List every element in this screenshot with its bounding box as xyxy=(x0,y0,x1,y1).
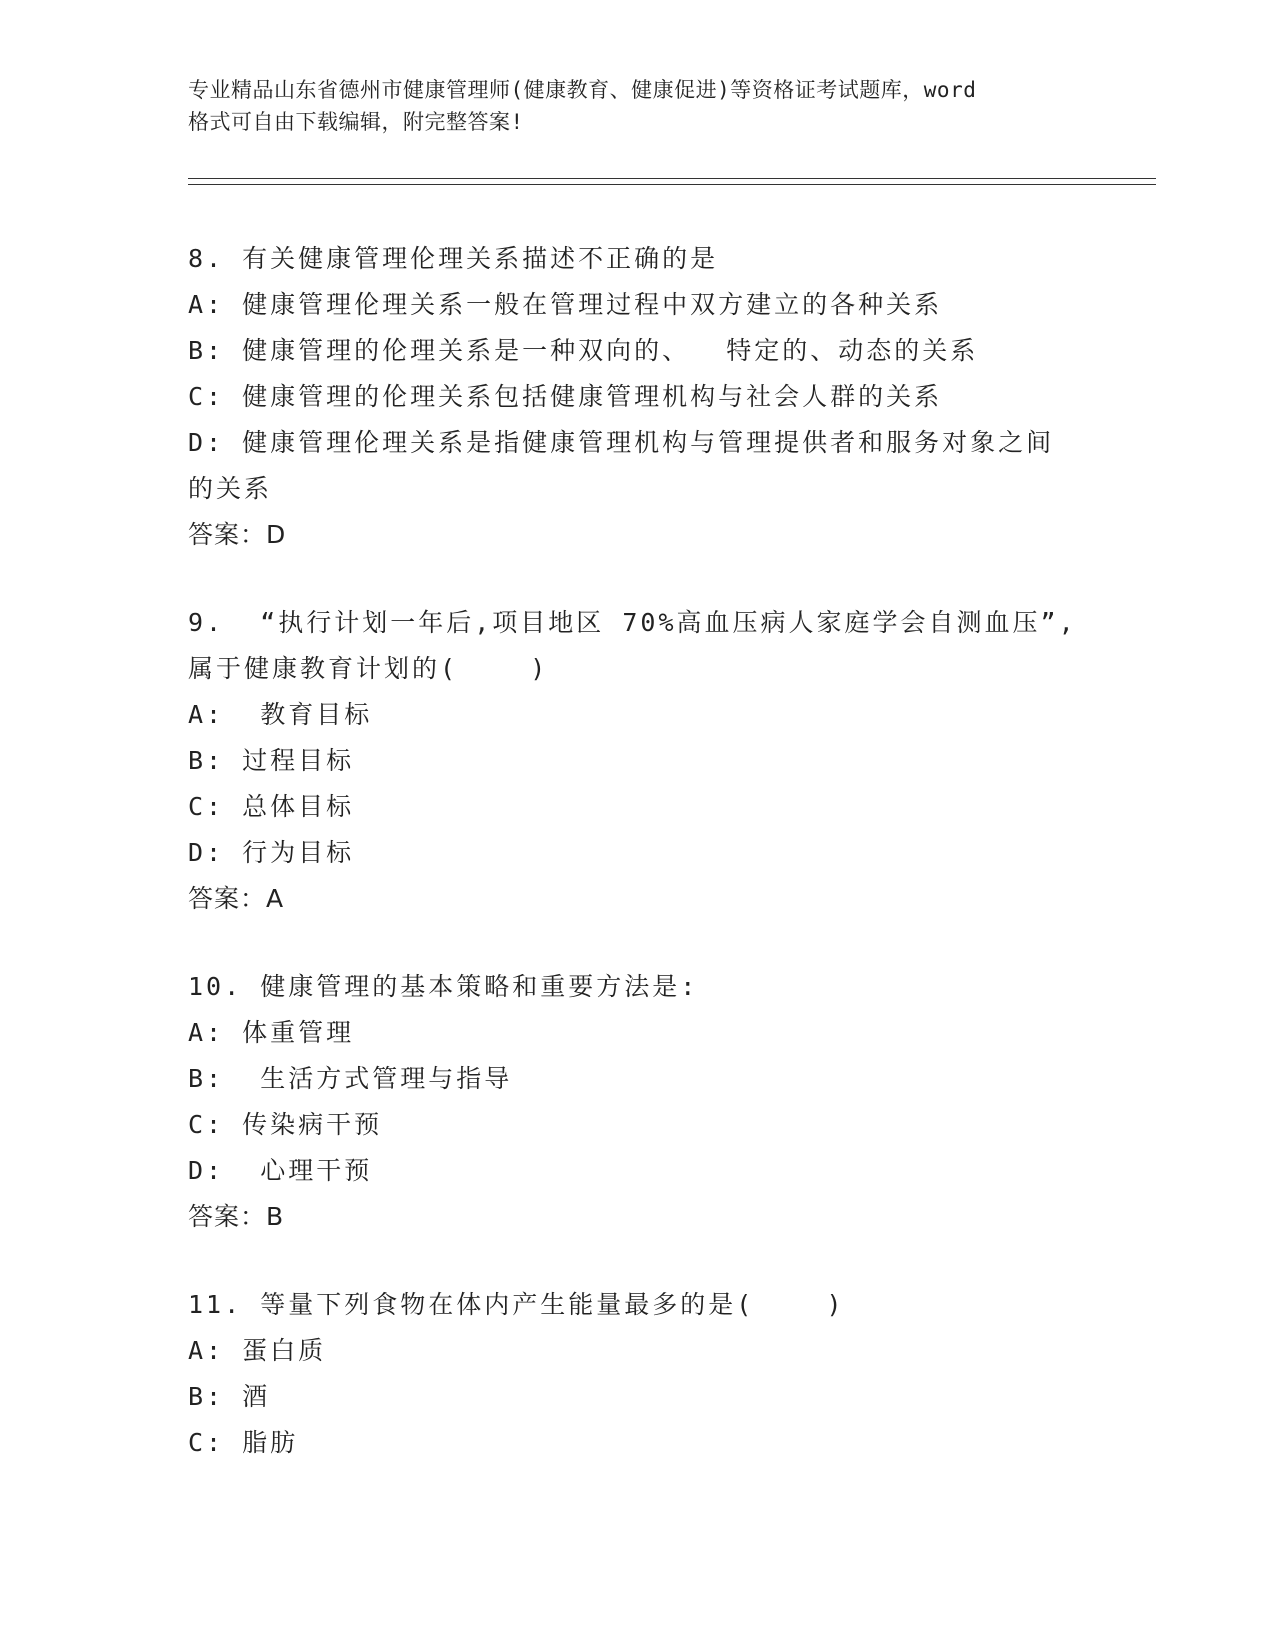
question-11 xyxy=(188,1282,1088,1466)
question-8 xyxy=(188,236,1088,558)
option-b: B: 酒 xyxy=(188,1382,271,1411)
option-a: A: 教育目标 xyxy=(188,700,373,729)
option-d: D: 健康管理伦理关系是指健康管理机构与管理提供者和服务对象之间 xyxy=(188,428,1055,457)
question-stem-continued: 属于健康教育计划的( ) xyxy=(188,654,549,683)
answer: 答案：D xyxy=(188,520,287,549)
header-divider-top xyxy=(188,178,1156,179)
option-b: B: 健康管理的伦理关系是一种双向的、 特定的、动态的关系 xyxy=(188,336,979,365)
option-d-continued: 的关系 xyxy=(188,474,273,503)
question-stem: 11. 等量下列食物在体内产生能量最多的是( ) xyxy=(188,1290,845,1319)
question-stem: 8. 有关健康管理伦理关系描述不正确的是 xyxy=(188,244,719,273)
header-divider-bottom xyxy=(188,184,1156,185)
answer: 答案：A xyxy=(188,884,285,913)
option-c: C: 传染病干预 xyxy=(188,1110,383,1139)
option-b: B: 过程目标 xyxy=(188,746,355,775)
document-header xyxy=(188,74,1088,138)
option-c: C: 健康管理的伦理关系包括健康管理机构与社会人群的关系 xyxy=(188,382,943,411)
header-line-2: 格式可自由下载编辑，附完整答案! xyxy=(188,110,524,134)
header-line-1: 专业精品山东省德州市健康管理师(健康教育、健康促进)等资格证考试题库，word xyxy=(188,78,977,102)
question-stem: 9. “执行计划一年后,项目地区 70%高血压病人家庭学会自测血压”, xyxy=(188,608,1077,637)
question-10 xyxy=(188,964,1088,1240)
question-9 xyxy=(188,600,1088,922)
question-list xyxy=(188,236,1088,1508)
option-d: D: 行为目标 xyxy=(188,838,355,867)
option-c: C: 脂肪 xyxy=(188,1428,299,1457)
option-a: A: 健康管理伦理关系一般在管理过程中双方建立的各种关系 xyxy=(188,290,943,319)
option-a: A: 体重管理 xyxy=(188,1018,355,1047)
option-c: C: 总体目标 xyxy=(188,792,355,821)
option-b: B: 生活方式管理与指导 xyxy=(188,1064,513,1093)
question-stem: 10. 健康管理的基本策略和重要方法是: xyxy=(188,972,699,1001)
option-a: A: 蛋白质 xyxy=(188,1336,327,1365)
answer: 答案：B xyxy=(188,1202,285,1231)
option-d: D: 心理干预 xyxy=(188,1156,373,1185)
